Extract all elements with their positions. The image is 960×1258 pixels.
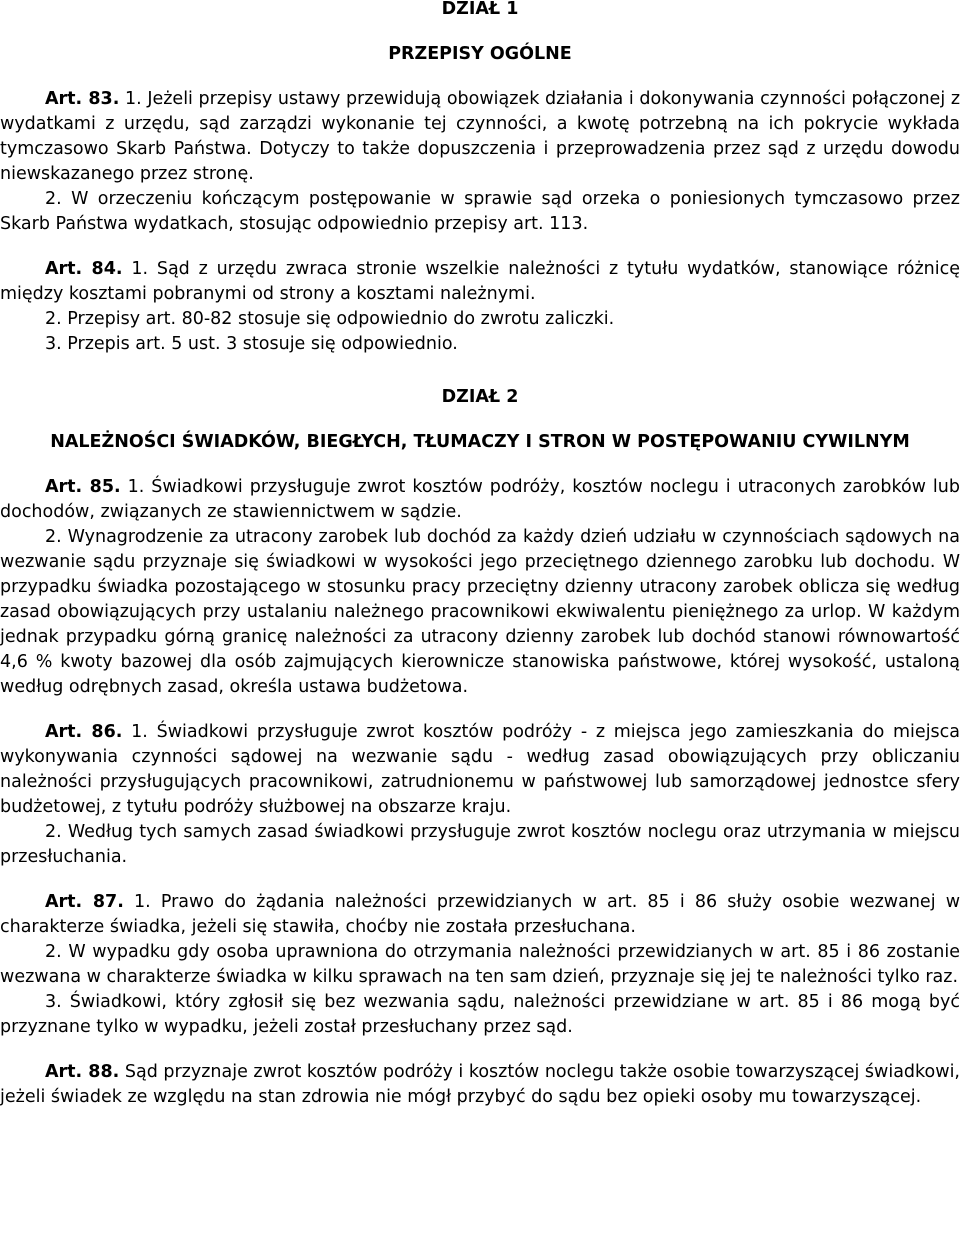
article-label: Art. 83. xyxy=(45,89,120,109)
paragraph-text: Sąd przyznaje zwrot kosztów podróży i kosztów noclegu także osobie towarzyszącej świadkowi, jeżeli świadek ze względu na stan zdrowia nie mógł przybyć do sądu bez opieki osoby mu towarzyszącej. xyxy=(0,1062,960,1107)
article-87-paragraph-3: 3. Świadkowi, który zgłosił się bez wezwania sądu, należności przewidziane w art. 85 i 86 mogą być przyznane tylko w wypadku, jeżeli został przesłuchany przez sąd. xyxy=(0,992,960,1037)
article-label: Art. 85. xyxy=(45,477,121,497)
article-label: Art. 84. xyxy=(45,259,123,279)
paragraph-text: 1. Świadkowi przysługuje zwrot kosztów podróży - z miejsca jego zamieszkania do miejsca wykonywania czynności sądowej na wezwanie sądu - według zasad obowiązujących przy obliczaniu należności przysługujących pracownikowi, zatrudnionemu w państwowej lub samorządowej jednostce sfery budżetowej, z tytułu podróży służbowej na obszarze kraju. xyxy=(0,722,960,817)
section-subtitle: NALEŻNOŚCI ŚWIADKÓW, BIEGŁYCH, TŁUMACZY I STRON W POSTĘPOWANIU CYWILNYM xyxy=(50,432,910,452)
article-86-paragraph-1 xyxy=(0,720,960,820)
paragraph-text: 1. Świadkowi przysługuje zwrot kosztów podróży, kosztów noclegu i utraconych zarobków lub dochodów, związanych ze stawiennictwem w sądzie. xyxy=(0,477,960,522)
article-label: Art. 88. xyxy=(45,1062,120,1082)
section-title: DZIAŁ 1 xyxy=(441,0,519,19)
article-84-paragraph-1 xyxy=(0,257,960,307)
article-84-paragraph-2: 2. Przepisy art. 80-82 stosuje się odpowiednio do zwrotu zaliczki. xyxy=(45,309,615,329)
paragraph-text: 1. Jeżeli przepisy ustawy przewidują obowiązek działania i dokonywania czynności połączonej z wydatkami z urzędu, sąd zarządzi wykonanie tej czynności, a kwotę potrzebną na ich pokrycie wykłada tymczasowo Skarb Państwa. Dotyczy to także dopuszczenia i przeprowadzenia przez sąd z urzędu dowodu niewskazanego przez stronę. xyxy=(0,89,960,184)
section-title: DZIAŁ 2 xyxy=(441,387,519,407)
article-87-paragraph-2: 2. W wypadku gdy osoba uprawniona do otrzymania należności przewidzianych w art. 85 i 86 zostanie wezwana w charakterze świadka w kilku sprawach na ten sam dzień, przyznaje się jej te należności tylko raz. xyxy=(0,942,960,987)
paragraph-text: 1. Sąd z urzędu zwraca stronie wszelkie należności z tytułu wydatków, stanowiące różnicę między kosztami pobranymi od strony a kosztami należnymi. xyxy=(0,259,960,304)
article-85-paragraph-2: 2. Wynagrodzenie za utracony zarobek lub dochód za każdy dzień udziału w czynnościach sądowych na wezwanie sądu przyznaje się świadkowi w wysokości jego przeciętnego dziennego zarobku lub dochodu. W przypadku świadka pozostającego w stosunku pracy przeciętny dzienny utracony zarobek oblicza się według zasad obowiązujących przy ustalaniu należnego pracownikowi ekwiwalentu pieniężnego za urlop. W każdym jednak przypadku górną granicę należności za utracony dzienny zarobek lub dochód stanowi równowartość 4,6 % kwoty bazowej dla osób zajmujących kierownicze stanowiska państwowe, której wysokość, ustaloną według odrębnych zasad, określa ustawa budżetowa. xyxy=(0,527,960,697)
article-83-paragraph-2: 2. W orzeczeniu kończącym postępowanie w sprawie sąd orzeka o poniesionych tymczasowo przez Skarb Państwa wydatkach, stosując odpowiednio przepisy art. 113. xyxy=(0,189,960,234)
article-84-paragraph-3: 3. Przepis art. 5 ust. 3 stosuje się odpowiednio. xyxy=(45,334,458,354)
article-88-paragraph-1 xyxy=(0,1060,960,1110)
paragraph-text: 1. Prawo do żądania należności przewidzianych w art. 85 i 86 służy osobie wezwanej w charakterze świadka, jeżeli się stawiła, choćby nie została przesłuchana. xyxy=(0,892,960,937)
article-label: Art. 86. xyxy=(45,722,123,742)
article-85-paragraph-1 xyxy=(0,475,960,525)
section-subtitle: PRZEPISY OGÓLNE xyxy=(388,44,572,64)
article-83-paragraph-1 xyxy=(0,87,960,187)
article-86-paragraph-2: 2. Według tych samych zasad świadkowi przysługuje zwrot kosztów noclegu oraz utrzymania w miejscu przesłuchania. xyxy=(0,822,960,867)
article-label: Art. 87. xyxy=(45,892,124,912)
article-87-paragraph-1 xyxy=(0,890,960,940)
